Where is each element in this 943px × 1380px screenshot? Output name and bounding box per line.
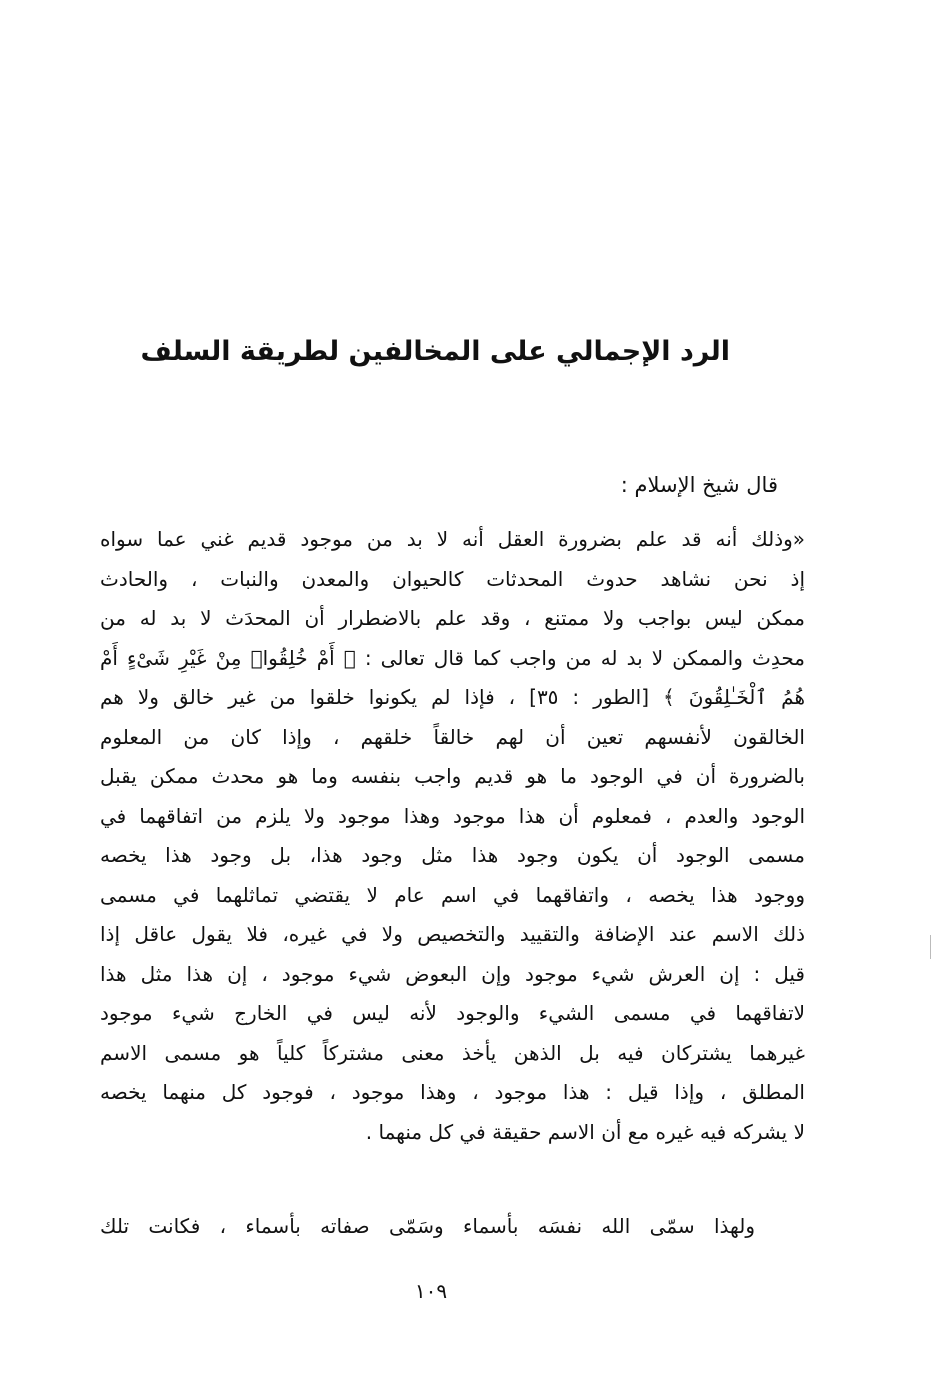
- paragraph-line: ذلك الاسم عند الإضافة والتقييد والتخصيص ولا في غيره، فلا يقول عاقل إذا: [100, 922, 805, 946]
- paragraph-line: الوجود والعدم ، فمعلوم أن هذا موجود وهذا موجود ولا يلزم من اتفاقهما في: [100, 803, 805, 828]
- paragraph-line: مسمى الوجود أن يكون وجود هذا مثل وجود هذا، بل وجود هذا يخصه: [100, 843, 805, 867]
- paragraph-line: غيرهما يشتركان فيه بل الذهن يأخذ معنى مشتركاً كلياً هو مسمى الاسم: [100, 1040, 805, 1065]
- paragraph-line: قيل : إن العرش شيء موجود وإن البعوض شيء موجود ، إن هذا مثل هذا: [100, 961, 805, 986]
- paragraph-line: ووجود هذا يخصه ، واتفاقهما في اسم عام لا يقتضي تماثلهما في مسمى: [100, 882, 805, 907]
- paragraph-line: «وذلك أنه قد علم بضرورة العقل أنه لا بد من موجود قديم غني عما سواه: [100, 527, 805, 551]
- next-paragraph-line: ولهذا سمّى الله نفسَه بأسماء وسَمّى صفاته بأسماء ، فكانت تلك: [100, 1214, 755, 1238]
- paragraph-line: الخالقون لأنفسهم تعين أن لهم خالقاً خلقهم ، وإذا كان من المعلوم: [100, 724, 805, 749]
- paragraph-line: هُمُ ٱلْخَـٰلِقُونَ ﴾ [الطور : ٣٥] ، فإذا لم يكونوا خلقوا من غير خالق ولا هم: [100, 685, 805, 709]
- paragraph-line: محدِث والممكن لا بد له من واجب كما قال تعالى : ﴿ أَمْ خُلِقُوا۟ مِنْ غَيْرِ شَىْءٍ أَمْ: [100, 645, 805, 670]
- chapter-title: الرد الإجمالي على المخالفين لطريقة السلف: [140, 336, 730, 368]
- paragraph-line: المطلق ، وإذا قيل : هذا موجود ، وهذا موجود ، فوجود كل منهما يخصه: [100, 1080, 805, 1104]
- quoted-paragraph: [100, 520, 805, 1152]
- page-number: ١٠٩: [414, 1279, 448, 1303]
- paragraph-line: إذ نحن نشاهد حدوث المحدثات كالحيوان والمعدن والنبات ، والحادث: [100, 566, 805, 591]
- paragraph-line: بالضرورة أن في الوجود ما هو قديم واجب بنفسه وما هو محدث ممكن يقبل: [100, 764, 805, 788]
- intro-line: قال شيخ الإسلام :: [620, 473, 778, 497]
- paragraph-line: لا يشركه فيه غيره مع أن الاسم حقيقة في كل منهما .: [365, 1119, 805, 1144]
- paragraph-line: ممكن ليس بواجب ولا ممتنع ، وقد علم بالاضطرار أن المحدَث لا بد له من: [100, 606, 805, 630]
- scan-margin-mark: [930, 935, 931, 959]
- paragraph-line: لاتفاقهما في مسمى الشيء والوجود لأنه ليس في الخارج شيء موجود: [100, 1001, 805, 1025]
